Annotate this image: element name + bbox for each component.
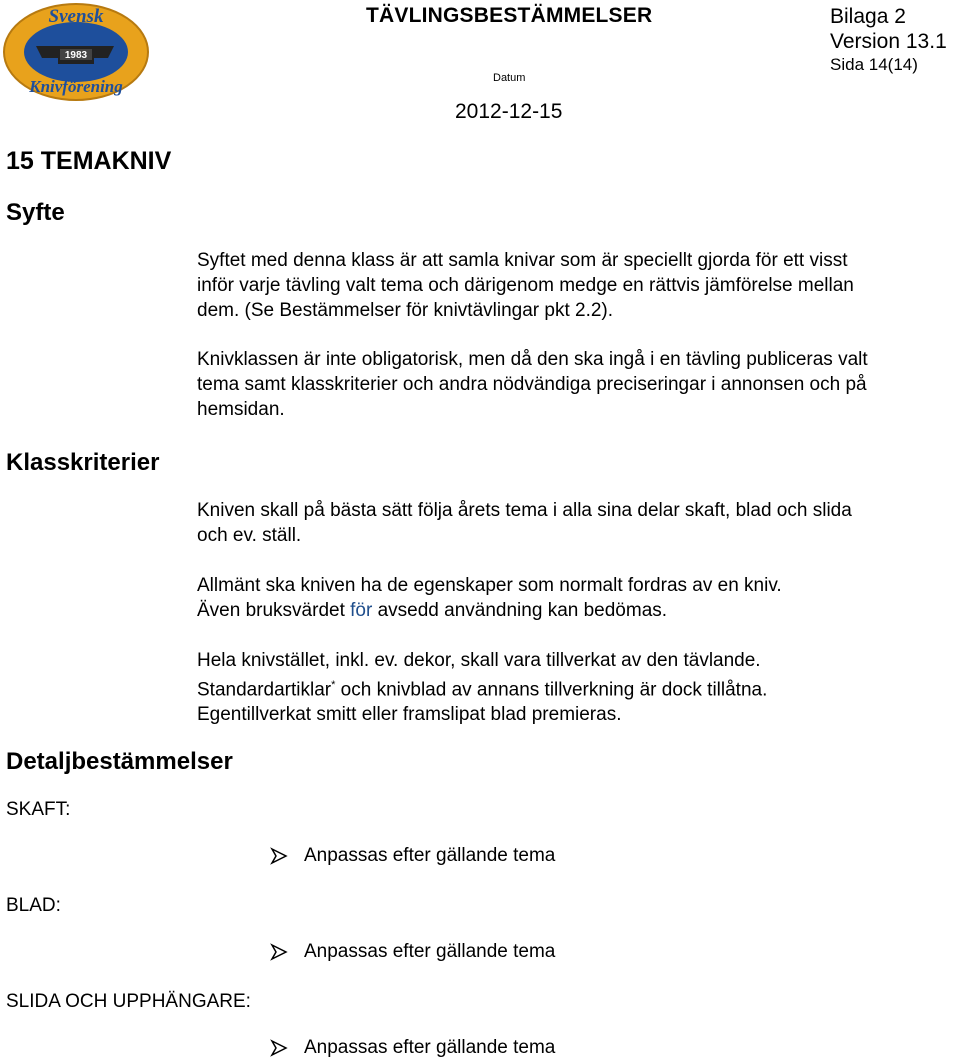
text-line: inför varje tävling valt tema och därigenom medge en rättvis jämförelse mellan xyxy=(197,275,854,296)
footnote-marker: * xyxy=(331,679,336,691)
syfte-heading: Syfte xyxy=(6,199,65,226)
datum-label: Datum xyxy=(493,72,526,84)
slida-bullet xyxy=(270,1037,555,1059)
text-line xyxy=(197,598,960,623)
blad-label: BLAD: xyxy=(6,895,61,916)
klasskriterier-paragraph-1 xyxy=(197,498,960,548)
klasskriterier-heading: Klasskriterier xyxy=(6,449,160,476)
syfte-paragraph-2 xyxy=(197,347,960,422)
syfte-paragraph-1 xyxy=(197,248,960,323)
text-segment: avsedd användning kan bedömas. xyxy=(372,600,668,621)
detaljbestammelser-heading: Detaljbestämmelser xyxy=(6,748,233,775)
blad-bullet xyxy=(270,941,555,963)
document-title: TÄVLINGSBESTÄMMELSER xyxy=(366,4,653,27)
klasskriterier-paragraph-2 xyxy=(197,573,960,623)
skaft-label: SKAFT: xyxy=(6,799,71,820)
document-date: 2012-12-15 xyxy=(455,100,563,123)
text-line: Egentillverkat smitt eller framslipat blad premieras. xyxy=(197,704,622,726)
slida-label: SLIDA OCH UPPHÄNGARE: xyxy=(6,991,251,1012)
text-segment: och knivblad av annans tillverkning är dock tillåtna. xyxy=(335,679,768,701)
logo-year: 1983 xyxy=(64,50,88,61)
logo-bottom-text: Knivförening xyxy=(29,77,123,96)
bilaga-label: Bilaga 2 xyxy=(830,5,906,28)
klasskriterier-paragraph-3 xyxy=(197,648,960,727)
text-line: Allmänt ska kniven ha de egenskaper som normalt fordras av en kniv. xyxy=(197,575,782,596)
logo-top-text: Svensk xyxy=(48,6,104,27)
text-line: tema samt klasskriterier och andra nödvändiga preciseringar i annonsen och på xyxy=(197,374,867,395)
text-segment: Även bruksvärdet xyxy=(197,600,351,621)
arrowhead-bullet-icon xyxy=(270,1039,288,1057)
blue-text-segment: för xyxy=(350,600,373,621)
skaft-bullet xyxy=(270,845,555,867)
text-line: Kniven skall på bästa sätt följa årets tema i alla sina delar skaft, blad och slida xyxy=(197,500,852,521)
text-segment: Standardartiklar xyxy=(197,679,332,701)
text-line xyxy=(197,673,960,702)
arrowhead-bullet-icon xyxy=(270,847,288,865)
page-number: Sida 14(14) xyxy=(830,55,918,74)
arrowhead-bullet-icon xyxy=(270,943,288,961)
section-heading: 15 TEMAKNIV xyxy=(6,147,172,175)
skaft-text: Anpassas efter gällande tema xyxy=(304,845,556,866)
svensk-knivforening-logo xyxy=(2,2,150,102)
blad-text: Anpassas efter gällande tema xyxy=(304,941,556,962)
text-line: Hela knivstället, inkl. ev. dekor, skall vara tillverkat av den tävlande. xyxy=(197,650,761,671)
text-line: Syftet med denna klass är att samla knivar som är speciellt gjorda för ett visst xyxy=(197,250,848,271)
text-line: dem. (Se Bestämmelser för knivtävlingar pkt 2.2). xyxy=(197,300,614,321)
text-line: hemsidan. xyxy=(197,399,285,420)
version-label: Version 13.1 xyxy=(830,30,947,53)
slida-text: Anpassas efter gällande tema xyxy=(304,1037,556,1058)
text-line: Knivklassen är inte obligatorisk, men då den ska ingå i en tävling publiceras valt xyxy=(197,349,868,370)
text-line: och ev. ställ. xyxy=(197,525,302,546)
